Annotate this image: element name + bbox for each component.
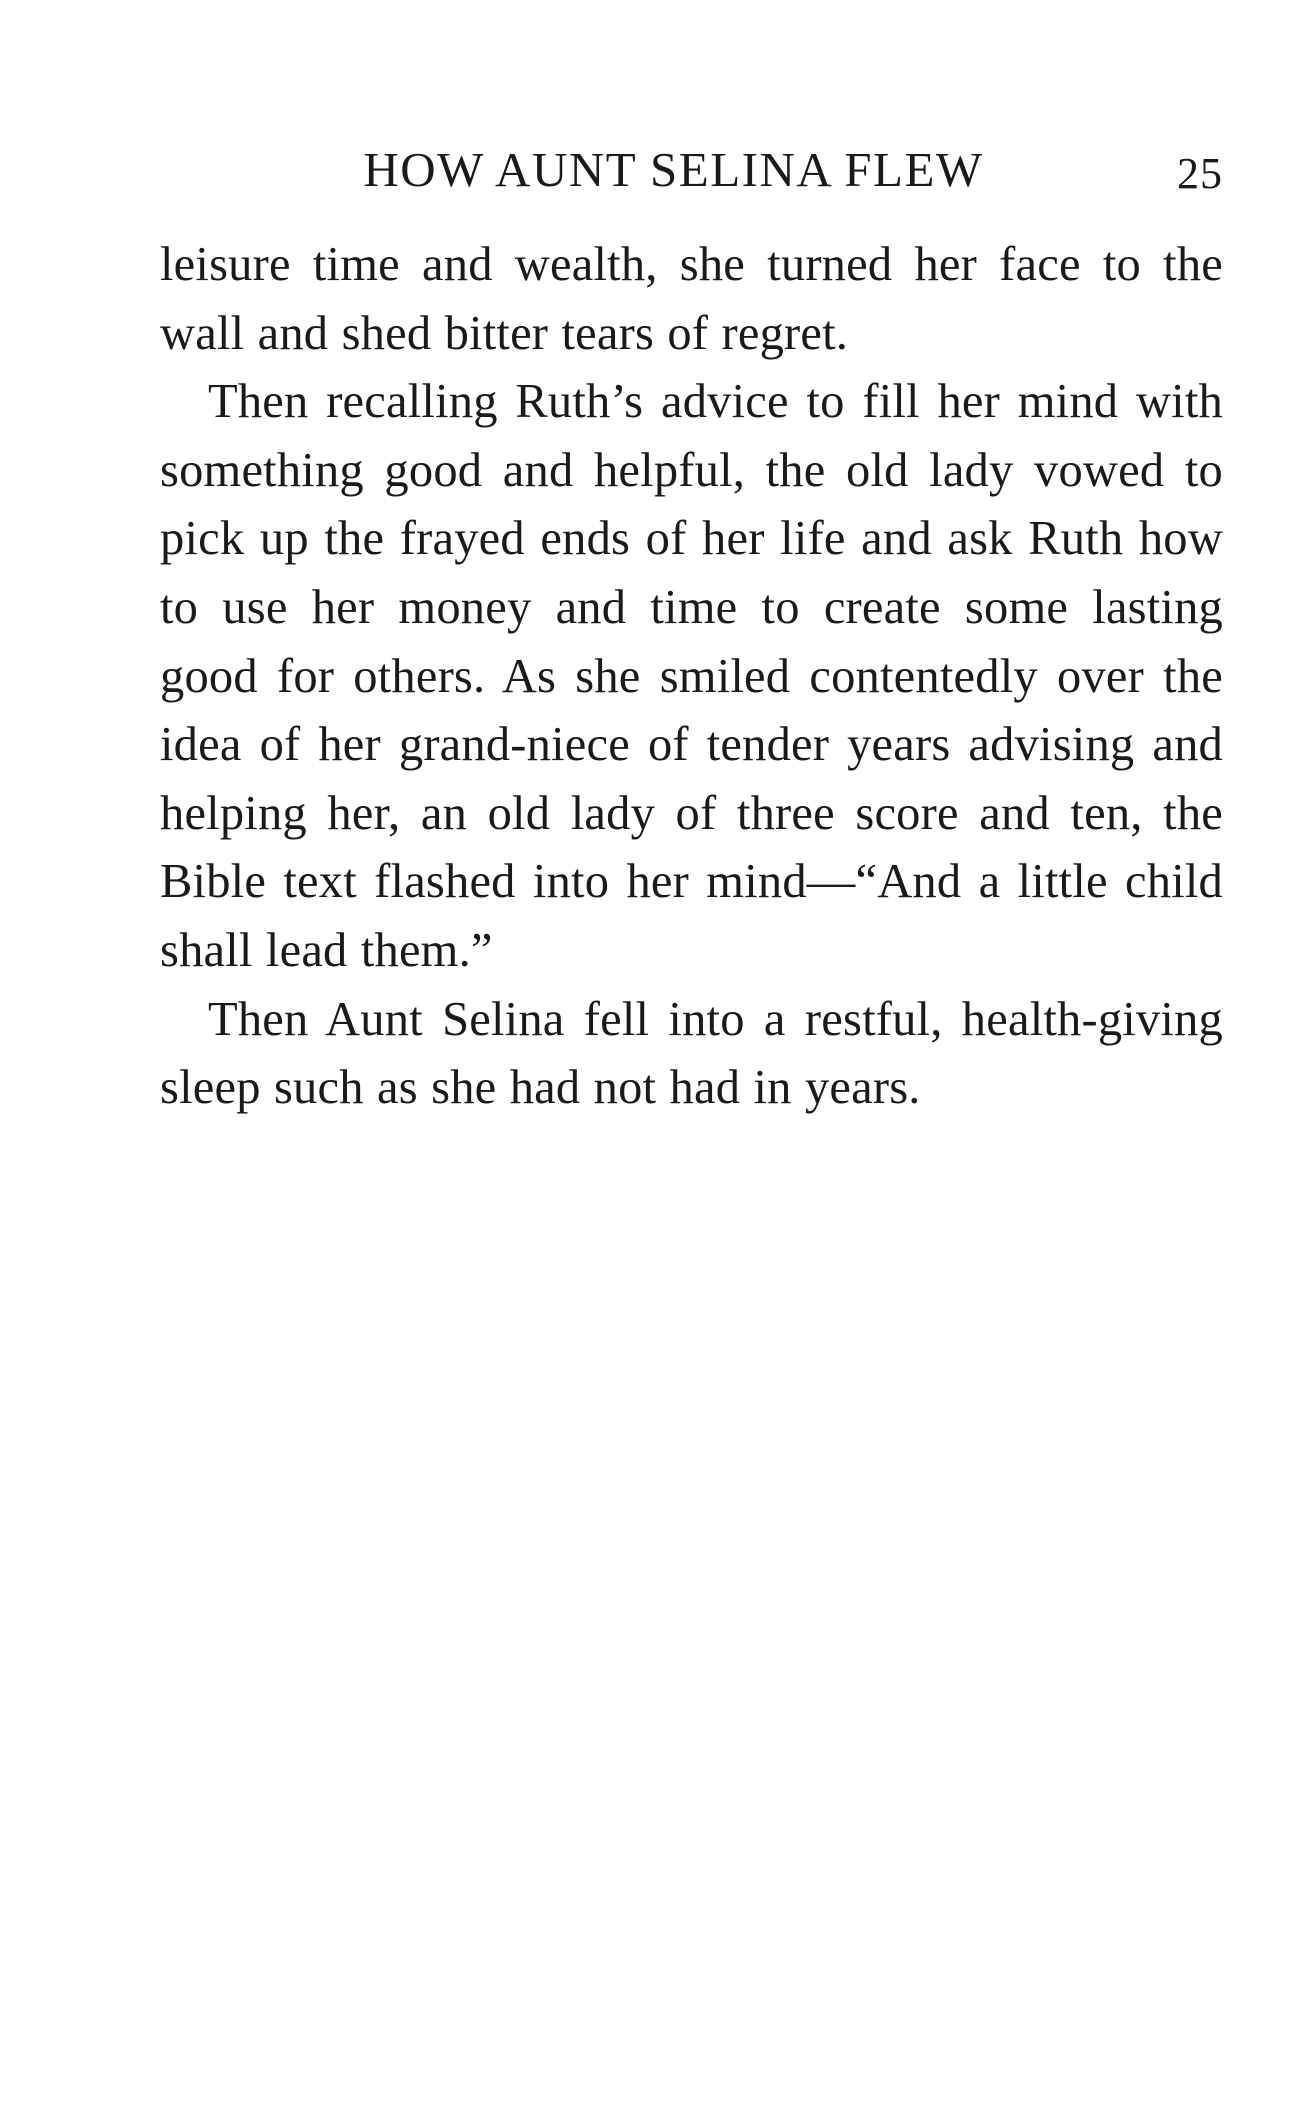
paragraph-restful-sleep: Then Aunt Selina fell into a restful, health-giving sleep such as she had not had in years. [160, 992, 1223, 1115]
paragraph-continuation: leisure time and wealth, she turned her face to the wall and shed bitter tears of regret. [160, 238, 1223, 360]
running-head [160, 140, 1223, 200]
paragraph-ruths-advice: Then recalling Ruth’s advice to fill her mind with something good and helpful, the old lady vowed to pick up the frayed ends of her life and ask Ruth how to use her money and time to create some lasting good for others. As she smiled contentedly over the idea of her grand-niece of tender years advising and helping her, an old lady of three score and ten, the Bible text flashed into her mind—“And a little child shall lead them.” [160, 375, 1223, 977]
body-text [160, 231, 1223, 1123]
page-number: 25 [1177, 149, 1223, 198]
running-title: HOW AUNT SELINA FLEW [363, 142, 984, 197]
